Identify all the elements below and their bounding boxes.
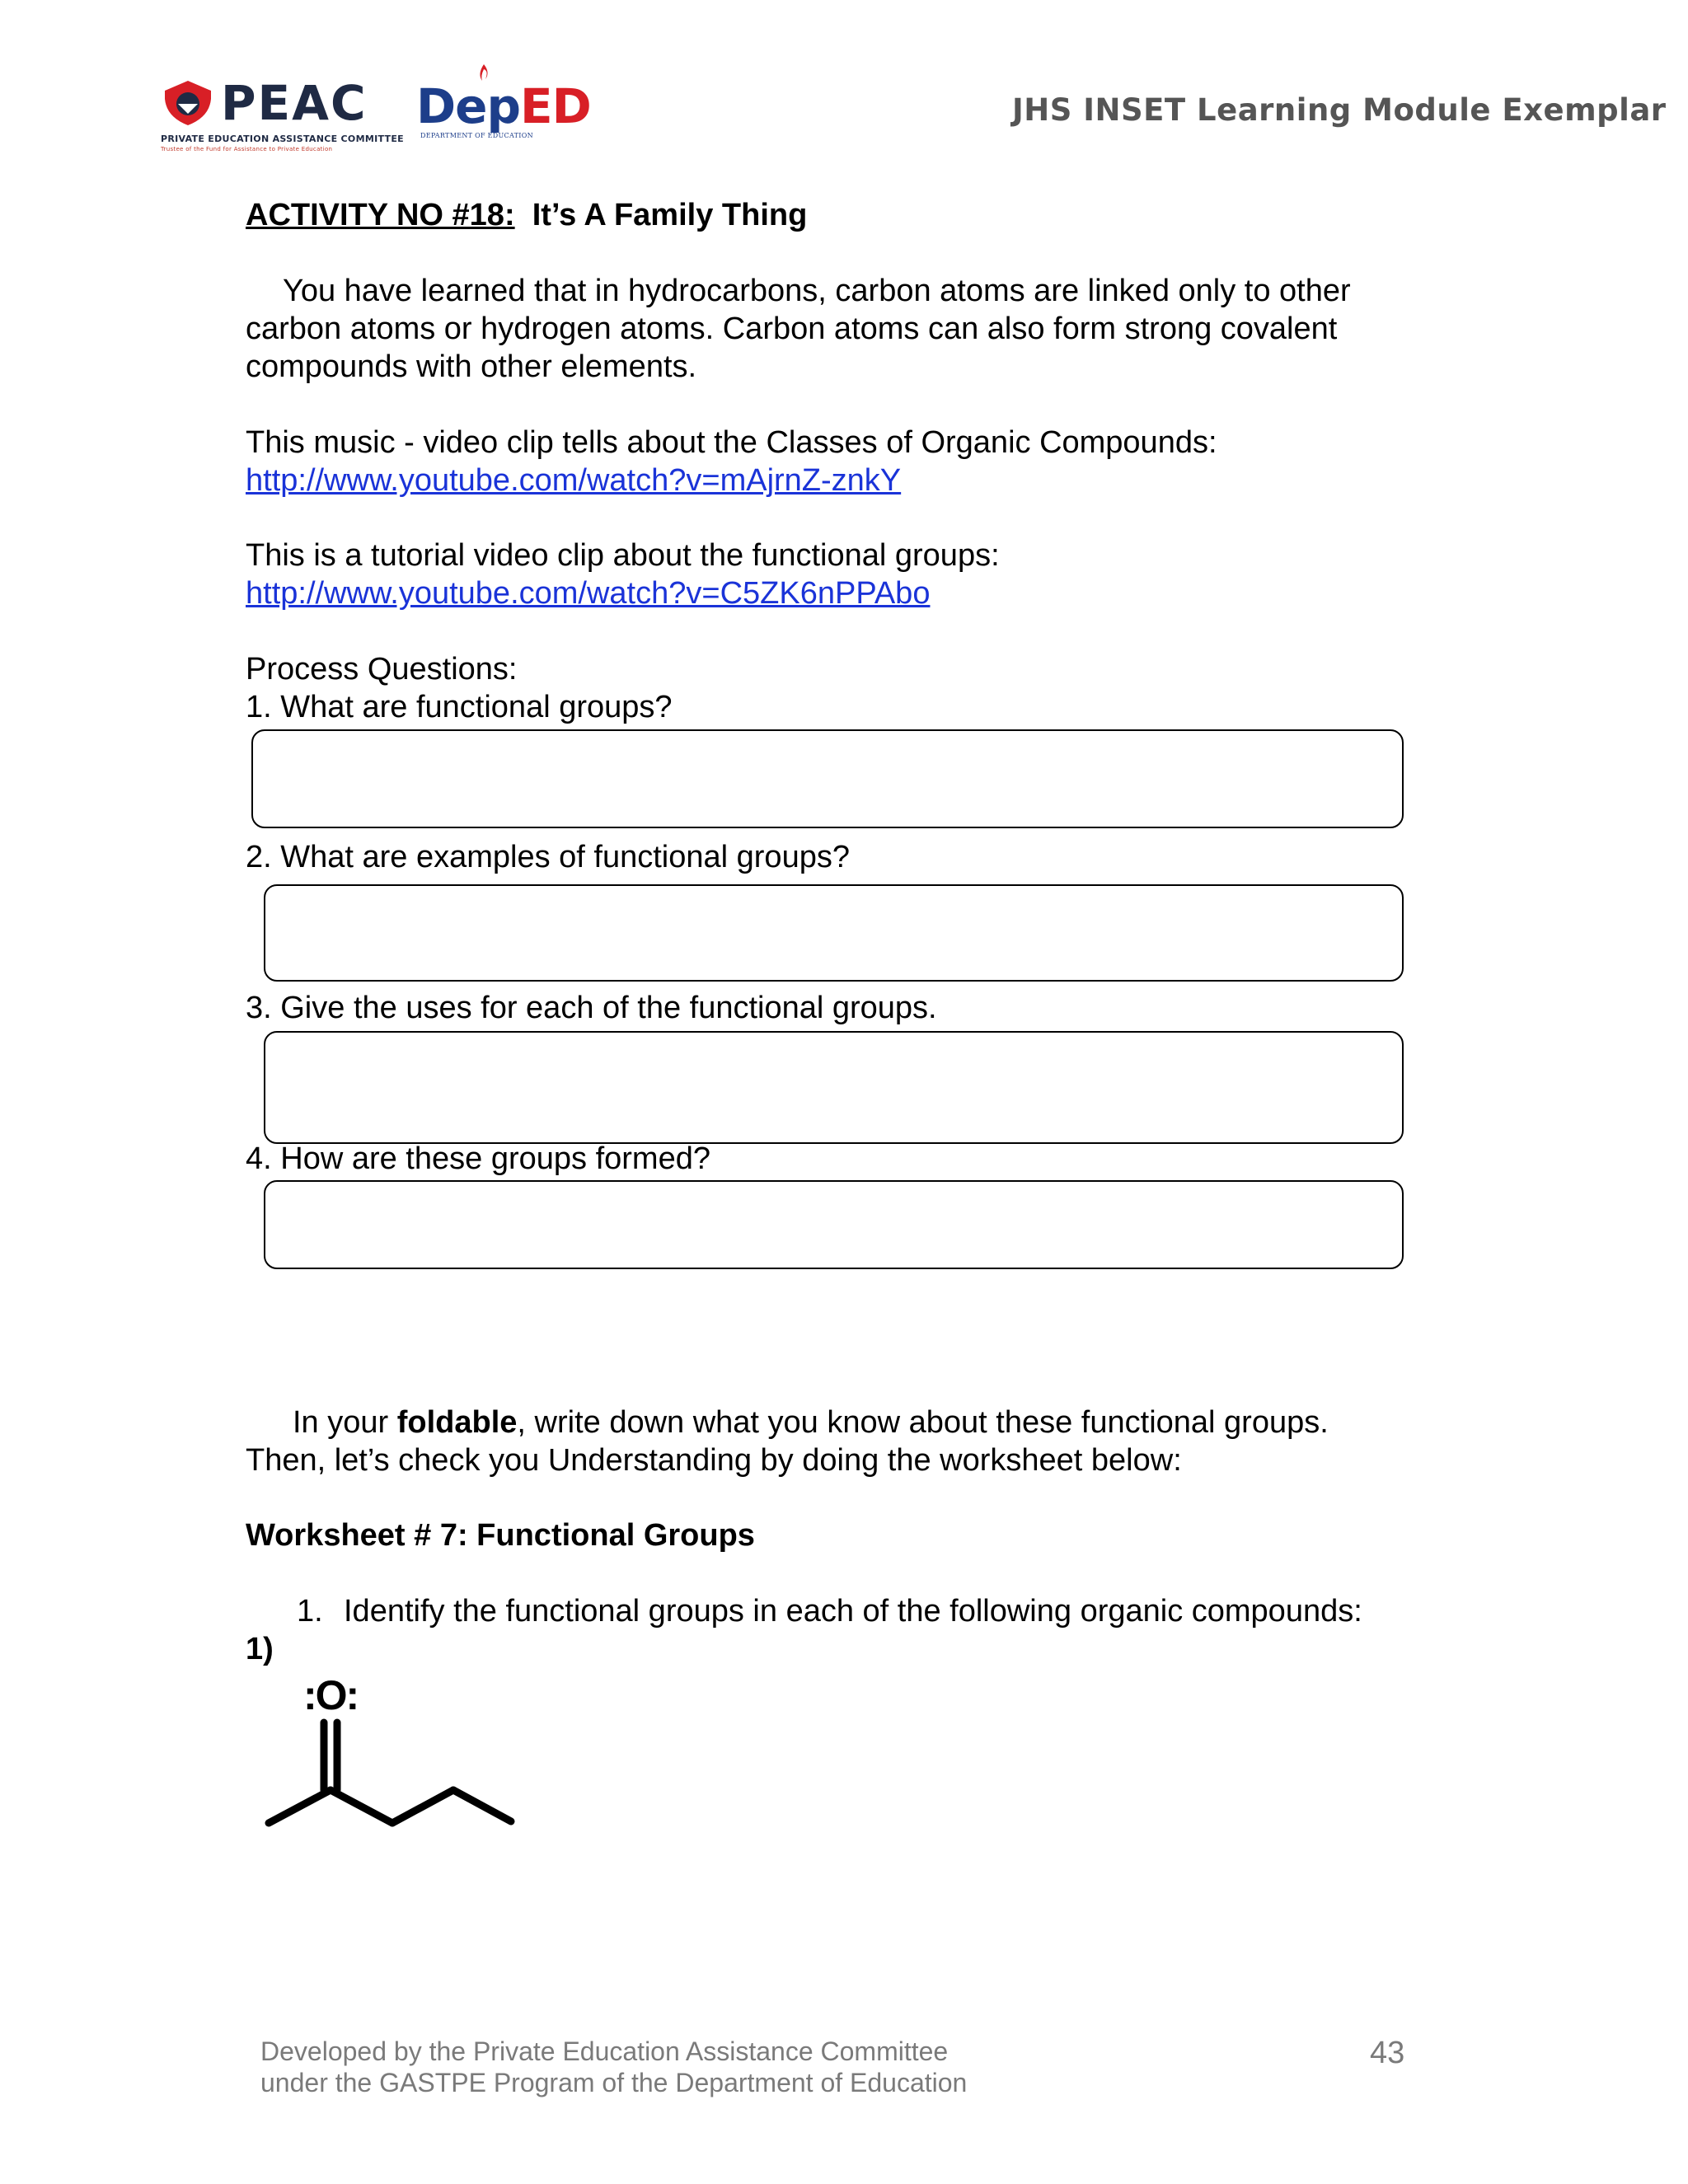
peac-subtitle: PRIVATE EDUCATION ASSISTANCE COMMITTEE (161, 134, 404, 144)
foldable-text-after: , write down what you know about these functional groups. (517, 1405, 1329, 1440)
deped-torch-icon (474, 63, 494, 92)
worksheet-item-1-text: Identify the functional groups in each of the following organic compounds: (344, 1594, 1362, 1629)
question-1: 1. What are functional groups? (246, 690, 673, 724)
bond-c4-c5 (453, 1790, 511, 1821)
video-1-link[interactable]: http://www.youtube.com/watch?v=mAjrnZ-znkY (246, 463, 902, 498)
foldable-line-1 (293, 1404, 1329, 1441)
activity-title: It’s A Family Thing (532, 198, 808, 232)
deped-subtitle: DEPARTMENT OF EDUCATION (420, 132, 533, 139)
footer-line-1: Developed by the Private Education Assistance Committee (260, 2036, 949, 2066)
peac-tagline: Trustee of the Fund for Assistance to Private Education (161, 146, 333, 152)
video-2-text: This is a tutorial video clip about the functional groups: (246, 538, 1000, 573)
answer-box-4[interactable] (264, 1180, 1404, 1269)
foldable-line-2: Then, let’s check you Understanding by doing the worksheet below: (246, 1443, 1182, 1478)
ketone-structure (247, 1714, 528, 1838)
activity-heading (246, 196, 807, 234)
activity-label: ACTIVITY NO #18: (246, 198, 515, 232)
intro-line-2: carbon atoms or hydrogen atoms. Carbon atoms can also form strong covalent (246, 312, 1338, 346)
peac-logo-text: PEAC (221, 75, 368, 131)
footer-line-2: under the GASTPE Program of the Department of Education (260, 2068, 968, 2097)
intro-line-3: compounds with other elements. (246, 349, 697, 384)
worksheet-title: Worksheet # 7: Functional Groups (246, 1518, 755, 1553)
bond-c1-c2 (269, 1790, 331, 1823)
process-heading: Process Questions: (246, 652, 518, 687)
question-4: 4. How are these groups formed? (246, 1141, 710, 1176)
worksheet-item-1-number: 1. (297, 1594, 323, 1629)
foldable-bold-word: foldable (396, 1405, 518, 1440)
compound-number: 1) (246, 1632, 274, 1666)
video-2-link[interactable]: http://www.youtube.com/watch?v=C5ZK6nPPAbo (246, 576, 931, 611)
answer-box-3[interactable] (264, 1031, 1404, 1144)
bond-c2-c3 (331, 1790, 392, 1823)
module-title: JHS INSET Learning Module Exemplar (1012, 92, 1667, 128)
oxygen-label: :O: (303, 1672, 359, 1718)
question-2: 2. What are examples of functional groups? (246, 840, 850, 874)
answer-box-2[interactable] (264, 884, 1404, 982)
video-1-text: This music - video clip tells about the Classes of Organic Compounds: (246, 425, 1217, 460)
deped-logo-part1: Dep (416, 78, 520, 134)
answer-box-1[interactable] (251, 729, 1404, 828)
intro-line-1: You have learned that in hydrocarbons, carbon atoms are linked only to other (283, 274, 1351, 308)
peac-shield-icon (162, 79, 214, 127)
deped-logo-part2: ED (520, 78, 591, 134)
deped-logo (416, 78, 591, 134)
page-number: 43 (1370, 2036, 1405, 2070)
bond-c3-c4 (392, 1790, 453, 1823)
foldable-text-before: In your (293, 1405, 397, 1440)
question-3: 3. Give the uses for each of the functional groups. (246, 991, 937, 1025)
